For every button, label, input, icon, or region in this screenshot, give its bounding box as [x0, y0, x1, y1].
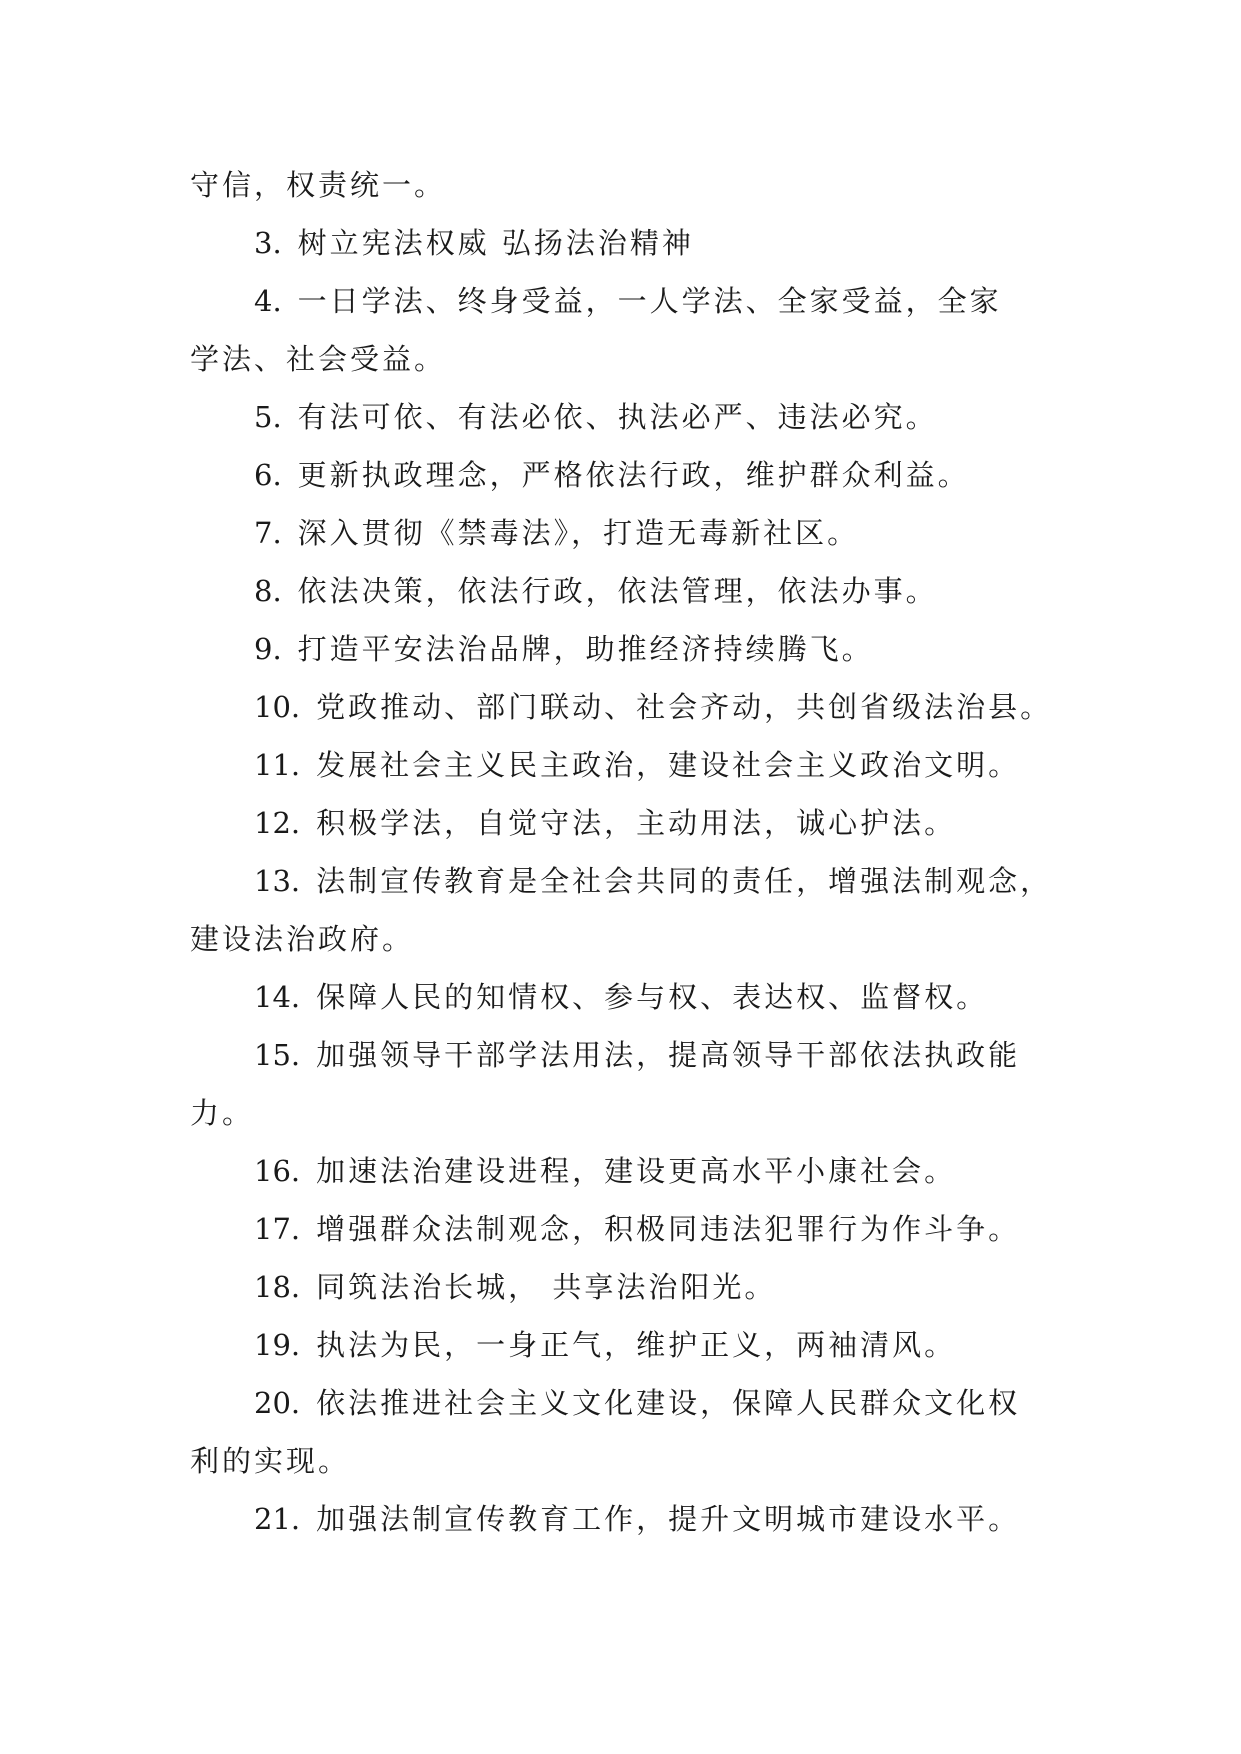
list-item [190, 1200, 1070, 1258]
list-item [190, 1490, 1070, 1548]
paragraph-text: 守信，权责统一。 [190, 168, 447, 202]
item-number: 15. [254, 1038, 301, 1072]
item-text: 同筑法治长城， 共享法治阳光。 [316, 1270, 777, 1304]
paragraph-text: 建设法治政府。 [190, 922, 415, 956]
paragraph-text: 力。 [190, 1096, 255, 1130]
item-number: 19. [254, 1328, 301, 1362]
item-number: 9. [254, 632, 282, 666]
list-item [190, 1142, 1070, 1200]
paragraph-continuation [190, 910, 1070, 968]
item-text: 树立宪法权威 弘扬法治精神 [297, 226, 694, 260]
list-item [190, 678, 1070, 736]
item-text: 加强法制宣传教育工作，提升文明城市建设水平。 [316, 1502, 1021, 1536]
list-item [190, 736, 1070, 794]
item-text: 增强群众法制观念，积极同违法犯罪行为作斗争。 [316, 1212, 1021, 1246]
list-item [190, 388, 1070, 446]
item-text: 一日学法、终身受益，一人学法、全家受益，全家 [297, 284, 1002, 318]
item-number: 8. [254, 574, 282, 608]
item-number: 7. [254, 516, 282, 550]
list-item [190, 1258, 1070, 1316]
item-number: 5. [254, 400, 282, 434]
paragraph-continuation [190, 330, 1070, 388]
item-number: 10. [254, 690, 301, 724]
item-text: 打造平安法治品牌，助推经济持续腾飞。 [297, 632, 874, 666]
item-text: 保障人民的知情权、参与权、表达权、监督权。 [316, 980, 989, 1014]
list-item [190, 620, 1070, 678]
item-number: 3. [254, 226, 282, 260]
item-text: 加强领导干部学法用法，提高领导干部依法执政能 [316, 1038, 1021, 1072]
item-text: 依法决策，依法行政，依法管理，依法办事。 [297, 574, 938, 608]
item-text: 有法可依、有法必依、执法必严、违法必究。 [297, 400, 938, 434]
list-item [190, 272, 1070, 330]
item-text: 发展社会主义民主政治，建设社会主义政治文明。 [316, 748, 1021, 782]
item-number: 18. [254, 1270, 301, 1304]
item-number: 4. [254, 284, 282, 318]
item-number: 6. [254, 458, 282, 492]
document-page [190, 156, 1070, 1548]
paragraph-text: 利的实现。 [190, 1444, 351, 1478]
paragraph-continuation [190, 156, 1070, 214]
list-item [190, 968, 1070, 1026]
item-text: 积极学法，自觉守法，主动用法，诚心护法。 [316, 806, 957, 840]
item-number: 20. [254, 1386, 301, 1420]
item-number: 16. [254, 1154, 301, 1188]
paragraph-continuation [190, 1084, 1070, 1142]
list-item [190, 794, 1070, 852]
list-item [190, 1026, 1070, 1084]
list-item [190, 1374, 1070, 1432]
list-item [190, 852, 1070, 910]
item-number: 13. [254, 864, 301, 898]
item-text: 深入贯彻《禁毒法》，打造无毒新社区。 [297, 516, 860, 550]
item-text: 加速法治建设进程，建设更高水平小康社会。 [316, 1154, 957, 1188]
list-item [190, 562, 1070, 620]
item-number: 21. [254, 1502, 301, 1536]
list-item [190, 446, 1070, 504]
paragraph-continuation [190, 1432, 1070, 1490]
item-text: 更新执政理念，严格依法行政，维护群众利益。 [297, 458, 970, 492]
list-item [190, 504, 1070, 562]
item-number: 12. [254, 806, 301, 840]
paragraph-text: 学法、社会受益。 [190, 342, 447, 376]
list-item [190, 1316, 1070, 1374]
list-item [190, 214, 1070, 272]
item-number: 14. [254, 980, 301, 1014]
item-text: 依法推进社会主义文化建设，保障人民群众文化权 [316, 1386, 1021, 1420]
item-text: 法制宣传教育是全社会共同的责任，增强法制观念， [316, 864, 1053, 898]
item-number: 11. [254, 748, 301, 782]
item-number: 17. [254, 1212, 301, 1246]
item-text: 党政推动、部门联动、社会齐动，共创省级法治县。 [316, 690, 1053, 724]
item-text: 执法为民，一身正气，维护正义，两袖清风。 [316, 1328, 957, 1362]
